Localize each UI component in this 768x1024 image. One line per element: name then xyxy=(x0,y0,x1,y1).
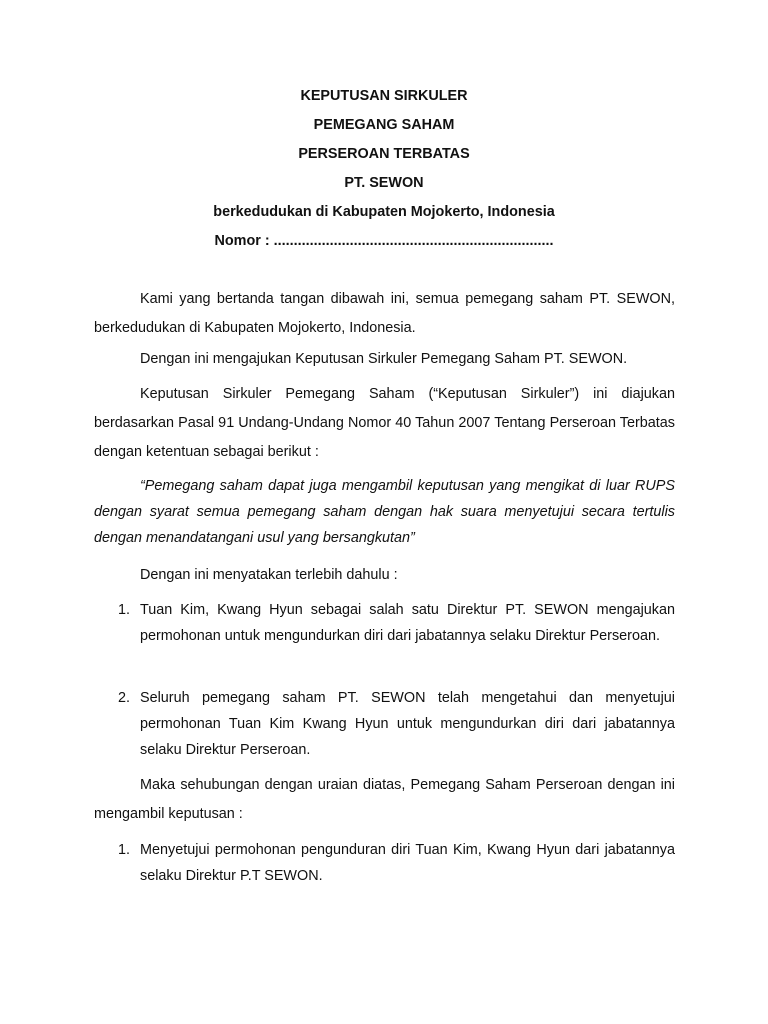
statement-text: Tuan Kim, Kwang Hyun sebagai salah satu Direktur PT. SEWON mengajukan permohonan untuk mengundurkan diri dari jabatannya selaku Direktur Perseroan. xyxy=(140,602,675,644)
doc-title: KEPUTUSAN SIRKULER xyxy=(300,88,468,104)
company-domicile: berkedudukan di Kabupaten Mojokerto, Indonesia xyxy=(213,204,555,220)
list-number: 2. xyxy=(118,690,131,706)
doc-subtitle-company-type: PERSEROAN TERBATAS xyxy=(298,146,470,162)
decision-intro: Maka sehubungan dengan uraian diatas, Pemegang Saham Perseroan dengan ini mengambil keputusan : xyxy=(94,777,675,822)
decision-item xyxy=(118,837,675,889)
statement-item xyxy=(118,685,675,763)
submission-paragraph: Dengan ini mengajukan Keputusan Sirkuler Pemegang Saham PT. SEWON. xyxy=(140,351,628,367)
document-number: Nomor : ...................................................................... xyxy=(214,233,554,249)
legal-basis-paragraph: Keputusan Sirkuler Pemegang Saham (“Keputusan Sirkuler”) ini diajukan berdasarkan Pasal 91 Undang-Undang Nomor 40 Tahun 2007 Tentang Perseroan Terbatas dengan ketentuan sebagai berikut : xyxy=(94,386,675,460)
intro-paragraph: Kami yang bertanda tangan dibawah ini, semua pemegang saham PT. SEWON, berkedudukan di Kabupaten Mojokerto, Indonesia. xyxy=(94,291,675,336)
statement-item xyxy=(118,597,675,649)
statement-text: Seluruh pemegang saham PT. SEWON telah mengetahui dan menyetujui permohonan Tuan Kim Kwang Hyun untuk mengundurkan diri dari jabatannya selaku Direktur Perseroan. xyxy=(140,690,675,758)
list-number: 1. xyxy=(118,842,131,858)
statement-intro: Dengan ini menyatakan terlebih dahulu : xyxy=(140,567,398,583)
company-name: PT. SEWON xyxy=(344,175,424,191)
list-number: 1. xyxy=(118,602,131,618)
doc-subtitle-shareholders: PEMEGANG SAHAM xyxy=(313,117,455,133)
legal-quote: “Pemegang saham dapat juga mengambil keputusan yang mengikat di luar RUPS dengan syarat semua pemegang saham dengan hak suara menyetujui secara tertulis dengan menandatangani usul yang bersangkutan” xyxy=(94,478,675,546)
decision-text: Menyetujui permohonan pengunduran diri Tuan Kim, Kwang Hyun dari jabatannya selaku Direktur P.T SEWON. xyxy=(140,842,675,884)
